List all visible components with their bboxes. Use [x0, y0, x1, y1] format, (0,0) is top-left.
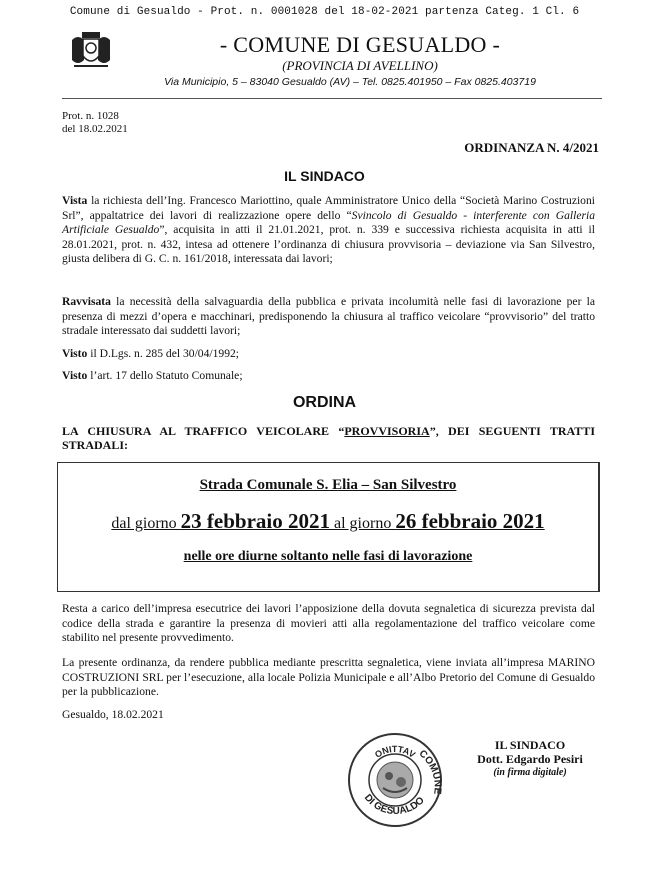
seal-top-text: ONITTAV: [372, 743, 418, 760]
visto-lead-2: Visto: [62, 369, 88, 382]
mayor-heading: IL SINDACO: [284, 168, 365, 184]
presente-paragraph: La presente ordinanza, da rendere pubblica mediante prescritta segnaletica, viene inviata all’impresa MARINO COSTRUZIONI SRL per l’esecuzione, alla locale Polizia Municipale e all’Albo Pretorio del Comune di Gesualdo per la pubblicazione.: [62, 656, 595, 699]
visto-text-1: il D.Lgs. n. 285 del 30/04/1992;: [87, 347, 240, 360]
visto-statuto-paragraph: [62, 369, 595, 384]
visto-dlgs-paragraph: [62, 347, 595, 362]
header-divider: [62, 98, 602, 99]
vista-lead: Vista: [62, 194, 88, 207]
vista-paragraph: [62, 194, 595, 267]
to-date: 26 febbraio 2021: [395, 509, 545, 533]
closure-statement: [62, 424, 595, 452]
vista-italic: Svincolo di Gesualdo - interferente con Galleria Artificiale Gesualdo: [62, 208, 595, 237]
province-name: (PROVINCIA DI AVELLINO): [282, 58, 438, 73]
signature-block: [470, 738, 590, 780]
from-prefix: dal giorno: [111, 515, 181, 532]
municipality-name: - COMUNE DI GESUALDO -: [219, 32, 501, 57]
place-date: Gesualdo, 18.02.2021: [62, 708, 164, 721]
seal-bottom-text: DI GESUALDO: [361, 792, 427, 818]
vista-text-2: ”, acquisita in atti il 21.01.2021, prot. n. 339 e successiva richiesta acquisita in atti il 28.01.2021, prot. n. 432, intesa ad ottenere l’ordinanza di chiusura provvisoria – deviazione via San Silvestro, giusta delibera di G. C. n. 161/2018, interessata dai lavori;: [62, 223, 595, 266]
protocol-date: del 18.02.2021: [62, 123, 128, 135]
closure-text-2: ”, DEI SEGUENTI TRATTI STRADALI:: [62, 424, 595, 452]
visto-lead-1: Visto: [62, 347, 88, 360]
protocol-number: Prot. n. 1028: [62, 110, 119, 122]
ordinance-title: ORDINANZA N. 4/2021: [464, 140, 599, 155]
protocol-line: Comune di Gesualdo - Prot. n. 0001028 del 18-02-2021 partenza Categ. 1 Cl. 6: [69, 6, 580, 18]
road-name: Strada Comunale S. Elia – San Silvestro: [199, 477, 457, 493]
signature-name: Dott. Edgardo Pesiri: [477, 752, 583, 766]
closure-text-1: LA CHIUSURA AL TRAFFICO VEICOLARE “: [62, 424, 345, 438]
from-date: 23 febbraio 2021: [180, 509, 330, 533]
closure-hours: nelle ore diurne soltanto nelle fasi di lavorazione: [183, 549, 473, 564]
visto-text-2: l’art. 17 dello Statuto Comunale;: [87, 369, 243, 382]
resta-paragraph: Resta a carico dell’impresa esecutrice dei lavori l’apposizione della dovuta segnaletica di sicurezza prevista dal codice della strada e garantire la presenza di movieri atti alla regolamentazione del traffico veicolare come stabilito nel presente provvedimento.: [62, 602, 595, 645]
municipality-address: Via Municipio, 5 – 83040 Gesualdo (AV) – Tel. 0825.401950 – Fax 0825.403719: [164, 76, 536, 88]
seal-right-text: COMUNE: [416, 748, 443, 795]
closure-details-box: [57, 462, 600, 592]
vista-text-1: la richiesta dell’Ing. Francesco Mariottino, quale Amministratore Unico della “Società Marino Costruzioni Srl”, appaltatrice dei lavori di realizzazione opere dello “: [62, 194, 595, 222]
municipal-seal-icon: [345, 730, 445, 830]
signature-note: (in firma digitale): [493, 767, 567, 778]
ravvisata-lead: Ravvisata: [62, 295, 111, 308]
ravvisata-text: la necessità della salvaguardia della pubblica e privata incolumità nelle fasi di lavorazione per la presenza di mezzi d’opera e macchinari, predisponendo la chiusura al traffico veicolare “provvisorio” del tratto stradale interessato dai suddetti lavori;: [62, 295, 595, 338]
to-prefix: al giorno: [330, 515, 396, 532]
signature-role: IL SINDACO: [494, 738, 566, 752]
ravvisata-paragraph: [62, 295, 595, 339]
svg-text:COMUNE: [417, 748, 443, 795]
ordina-heading: ORDINA: [292, 394, 357, 411]
closure-provvisoria: PROVVISORIA: [344, 424, 430, 438]
closure-dates: [58, 509, 598, 534]
svg-text:ONITTAV: [373, 744, 417, 760]
coat-of-arms-icon: [70, 30, 112, 72]
